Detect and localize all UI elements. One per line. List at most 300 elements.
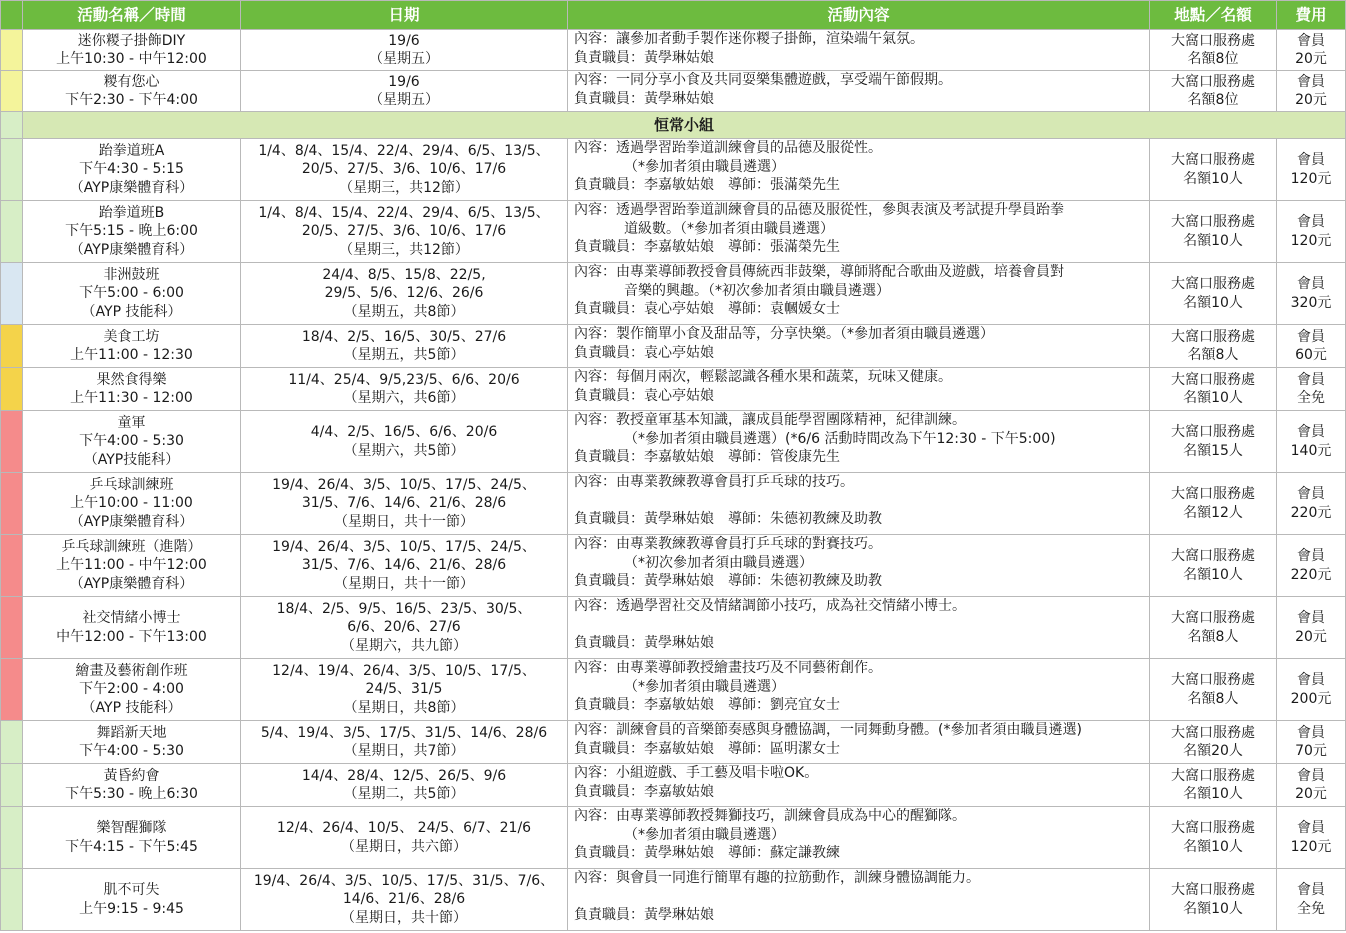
activity-name: 舞蹈新天地: [96, 724, 167, 741]
fee-amount: 20元: [1295, 786, 1327, 802]
date-line: 6/6、20/6、27/6: [347, 619, 461, 636]
activity-name-cell: [23, 869, 241, 931]
date-line: 19/4、26/4、3/5、10/5、17/5、31/5、7/6、: [253, 872, 555, 889]
date-line: （星期日，共六節）: [341, 838, 467, 855]
activity-name-cell: [23, 71, 241, 112]
location-text: 大窩口服務處: [1171, 73, 1255, 90]
date-cell: [241, 325, 568, 368]
quota-text: 名額10人: [1183, 900, 1243, 917]
activity-dept: （AYP技能科）: [83, 451, 180, 468]
quota-text: 名額8人: [1187, 628, 1239, 645]
activity-time: 下午4:30 - 5:15: [79, 161, 184, 178]
date-cell: [241, 71, 568, 112]
activity-time: 下午2:30 - 下午4:00: [65, 92, 198, 108]
staff-text: 負責職員：黃學琳姑娘: [574, 49, 714, 66]
date-line: （星期日，共十一節）: [334, 513, 474, 530]
content-text-cont: 音樂的興趣。（*初次參加者須由職員遴選）: [624, 282, 890, 299]
table-row: [1, 535, 1346, 597]
activity-name: 美食工坊: [103, 328, 160, 345]
date-line: 1/4、8/4、15/4、22/4、29/4、6/5、13/5、: [258, 204, 550, 221]
quota-text: 名額10人: [1183, 786, 1243, 802]
content-cell: [568, 721, 1150, 764]
activity-name-cell: [23, 597, 241, 659]
date-cell: [241, 764, 568, 807]
quota-text: 名額20人: [1183, 743, 1243, 759]
fee-label: 會員: [1297, 152, 1325, 168]
activity-time: 下午5:00 - 6:00: [79, 285, 184, 302]
fee-label: 會員: [1297, 73, 1325, 90]
date-line: 19/4、26/4、3/5、10/5、17/5、24/5、: [272, 538, 536, 555]
content-cell: [568, 71, 1150, 112]
content-text: 內容：訓練會員的音樂節奏感與身體協調，一同舞動身體。(*參加者須由職員遴選): [574, 722, 1082, 738]
category-color-strip: [1, 807, 23, 869]
location-cell: [1150, 535, 1277, 597]
fee-label: 會員: [1297, 767, 1325, 784]
activity-name: 跆拳道班A: [98, 142, 165, 159]
activity-name: 樂智醒獅隊: [96, 820, 167, 836]
table-row: [1, 659, 1346, 721]
fee-cell: [1277, 659, 1346, 721]
table-row: [1, 30, 1346, 71]
location-cell: [1150, 807, 1277, 869]
table-row: [1, 201, 1346, 263]
fee-cell: [1277, 721, 1346, 764]
location-cell: [1150, 869, 1277, 931]
staff-text: 負責職員：黃學琳姑娘: [574, 90, 714, 107]
activity-name: 肌不可失: [103, 882, 160, 898]
content-cell: [568, 368, 1150, 411]
date-line: 20/5、27/5、3/6、10/6、17/6: [301, 161, 507, 178]
fee-label: 會員: [1297, 724, 1325, 741]
date-cell: [241, 411, 568, 473]
quota-text: 名額8位: [1187, 92, 1239, 108]
quota-text: 名額8人: [1187, 347, 1239, 363]
fee-label: 會員: [1297, 820, 1325, 836]
location-text: 大窩口服務處: [1171, 486, 1255, 502]
fee-cell: [1277, 473, 1346, 535]
fee-amount: 全免: [1297, 900, 1325, 917]
table-header-row: [1, 1, 1346, 30]
table-row: [1, 368, 1346, 411]
fee-amount: 120元: [1290, 838, 1332, 855]
table-row: [1, 597, 1346, 659]
fee-cell: [1277, 368, 1346, 411]
date-line: （星期三，共12節）: [339, 179, 469, 196]
category-color-strip: [1, 201, 23, 263]
activity-name-cell: [23, 659, 241, 721]
date-line: 24/4、8/5、15/8、22/5,: [322, 266, 486, 283]
quota-text: 名額10人: [1183, 566, 1243, 583]
content-cell: [568, 473, 1150, 535]
date-cell: [241, 535, 568, 597]
activity-name-cell: [23, 807, 241, 869]
location-text: 大窩口服務處: [1171, 767, 1255, 784]
fee-amount: 20元: [1295, 51, 1327, 67]
activity-name-cell: [23, 325, 241, 368]
fee-label: 會員: [1297, 672, 1325, 688]
date-cell: [241, 807, 568, 869]
activity-name: 繪畫及藝術創作班: [75, 662, 188, 679]
activity-time: 中午12:00 - 下午13:00: [56, 628, 207, 645]
table-row: [1, 721, 1346, 764]
location-text: 大窩口服務處: [1171, 152, 1255, 168]
staff-text: 負責職員：袁心亭姑娘 導師：袁幗媛女士: [574, 301, 840, 317]
activity-name: 非洲鼓班: [103, 266, 160, 283]
content-text: 內容：每個月兩次，輕鬆認識各種水果和蔬菜，玩味又健康。: [574, 369, 952, 385]
quota-text: 名額10人: [1183, 170, 1243, 187]
activity-time: 下午2:00 - 4:00: [79, 681, 184, 698]
section-strip: [1, 112, 23, 139]
location-cell: [1150, 659, 1277, 721]
content-note: （*參加者須由職員遴選）: [624, 678, 785, 695]
activity-time: 下午4:15 - 下午5:45: [65, 838, 198, 855]
activity-time: 下午4:00 - 5:30: [79, 433, 184, 450]
date-line: （星期日，共十一節）: [334, 575, 474, 592]
content-note: （*參加者須由職員遴選）(*6/6 活動時間改為下午12:30 - 下午5:00): [624, 430, 1056, 447]
table-row: [1, 473, 1346, 535]
activity-name: 童軍: [117, 414, 146, 431]
date-line: 5/4、19/4、3/5、17/5、31/5、14/6、28/6: [260, 724, 548, 741]
table-row: [1, 263, 1346, 325]
fee-amount: 220元: [1290, 566, 1332, 583]
fee-amount: 120元: [1290, 170, 1332, 187]
location-text: 大窩口服務處: [1171, 424, 1255, 440]
activity-time: 上午11:00 - 中午12:00: [56, 557, 207, 574]
activity-name: 糉有您心: [103, 73, 160, 90]
content-note: （*參加者須由職員遴選）: [624, 826, 785, 843]
content-text-cont: 道級數。（*參加者須由職員遴選）: [624, 220, 834, 237]
activity-name-cell: [23, 764, 241, 807]
fee-amount: 70元: [1295, 743, 1327, 759]
fee-cell: [1277, 325, 1346, 368]
content-text: 內容：讓參加者動手製作迷你糉子掛飾，渲染端午氣氛。: [574, 31, 924, 47]
location-cell: [1150, 71, 1277, 112]
location-text: 大窩口服務處: [1171, 882, 1255, 898]
activity-name-cell: [23, 30, 241, 71]
category-color-strip: [1, 869, 23, 931]
date-line: 14/6、21/6、28/6: [342, 891, 466, 908]
activity-name-cell: [23, 411, 241, 473]
fee-amount: 20元: [1295, 92, 1327, 108]
fee-amount: 200元: [1290, 690, 1332, 707]
location-cell: [1150, 325, 1277, 368]
staff-text: 負責職員：黃學琳姑娘 導師：朱德初教練及助教: [574, 511, 882, 527]
content-cell: [568, 263, 1150, 325]
activity-name-cell: [23, 263, 241, 325]
category-color-strip: [1, 535, 23, 597]
activity-dept: （AYP康樂體育科）: [69, 513, 194, 530]
content-cell: [568, 411, 1150, 473]
section-row: [1, 112, 1346, 139]
category-color-strip: [1, 139, 23, 201]
content-cell: [568, 325, 1150, 368]
activity-time: 下午5:15 - 晚上6:00: [65, 223, 198, 240]
table-row: [1, 764, 1346, 807]
location-cell: [1150, 411, 1277, 473]
content-cell: [568, 139, 1150, 201]
activity-name-cell: [23, 535, 241, 597]
content-cell: [568, 535, 1150, 597]
header-fee: 費用: [1277, 1, 1346, 30]
activity-name: 乒乓球訓練班: [89, 476, 174, 493]
fee-cell: [1277, 764, 1346, 807]
date-line: 12/4、19/4、26/4、3/5、10/5、17/5、: [272, 662, 536, 679]
activity-name-cell: [23, 139, 241, 201]
staff-text: 負責職員：李嘉敏姑娘 導師：張滿榮先生: [574, 177, 840, 193]
location-text: 大窩口服務處: [1171, 820, 1255, 836]
fee-cell: [1277, 411, 1346, 473]
content-text: 內容：透過學習跆拳道訓練會員的品德及服從性。: [574, 140, 882, 156]
fee-cell: [1277, 263, 1346, 325]
category-color-strip: [1, 325, 23, 368]
fee-amount: 220元: [1290, 504, 1332, 521]
fee-cell: [1277, 71, 1346, 112]
category-color-strip: [1, 411, 23, 473]
date-line: （星期日，共7節）: [343, 743, 465, 759]
content-text: 內容：由專業導師教授會員傳統西非鼓樂，導師將配合歌曲及遊戲，培養會員對: [574, 264, 1064, 280]
content-text: 內容：一同分享小食及共同耍樂集體遊戲，享受端午節假期。: [574, 72, 952, 88]
location-text: 大窩口服務處: [1171, 371, 1255, 388]
date-line: 19/6: [388, 32, 420, 49]
content-text: 內容：由專業導師教授舞獅技巧，訓練會員成為中心的醒獅隊。: [574, 808, 966, 824]
date-line: （星期日，共8節）: [343, 699, 465, 716]
activity-name-cell: [23, 368, 241, 411]
staff-text: 負責職員：黃學琳姑娘 導師：朱德初教練及助教: [574, 573, 882, 589]
fee-label: 會員: [1297, 214, 1325, 230]
category-color-strip: [1, 71, 23, 112]
activity-name-cell: [23, 473, 241, 535]
activity-name: 社交情緒小博士: [82, 610, 181, 626]
location-text: 大窩口服務處: [1171, 276, 1255, 292]
fee-amount: 20元: [1295, 628, 1327, 645]
content-cell: [568, 30, 1150, 71]
activity-dept: （AYP 技能科）: [81, 699, 182, 716]
quota-text: 名額12人: [1183, 504, 1243, 521]
category-color-strip: [1, 659, 23, 721]
location-cell: [1150, 721, 1277, 764]
activity-name: 果然食得樂: [96, 371, 167, 388]
fee-cell: [1277, 597, 1346, 659]
location-cell: [1150, 764, 1277, 807]
staff-text: 負責職員：袁心亭姑娘: [574, 387, 714, 404]
date-cell: [241, 263, 568, 325]
activity-time: 下午5:30 - 晚上6:30: [65, 786, 198, 802]
content-text: 內容：小組遊戲、手工藝及唱卡啦OK。: [574, 765, 819, 781]
activity-name: 跆拳道班B: [98, 204, 165, 221]
content-text: 內容：製作簡單小食及甜品等，分享快樂。（*參加者須由職員遴選）: [574, 326, 994, 342]
date-line: 4/4、2/5、16/5、6/6、20/6: [310, 424, 498, 440]
fee-amount: 60元: [1295, 347, 1327, 363]
activity-dept: （AYP康樂體育科）: [69, 241, 194, 258]
date-line: 18/4、2/5、9/5、16/5、23/5、30/5、: [276, 600, 532, 617]
content-text: 內容：由專業教練教導會員打乒乓球的對賽技巧。: [574, 536, 882, 552]
date-line: （星期五）: [369, 51, 439, 67]
content-cell: [568, 764, 1150, 807]
date-line: （星期六，共6節）: [343, 390, 465, 406]
content-cell: [568, 201, 1150, 263]
staff-text: 負責職員：李嘉敏姑娘 導師：張滿榮先生: [574, 239, 840, 255]
activity-dept: （AYP 技能科）: [81, 303, 182, 320]
activity-name: 迷你糉子掛飾DIY: [77, 32, 186, 49]
content-note: （*參加者須由職員遴選）: [624, 158, 785, 175]
date-line: 31/5、7/6、14/6、21/6、28/6: [301, 557, 507, 574]
date-line: （星期三，共12節）: [339, 241, 469, 258]
header-strip: [1, 1, 23, 30]
quota-text: 名額15人: [1183, 442, 1243, 459]
location-cell: [1150, 30, 1277, 71]
date-cell: [241, 201, 568, 263]
header-name-time: 活動名稱／時間: [23, 1, 241, 30]
quota-text: 名額10人: [1183, 232, 1243, 249]
content-text: 內容：由專業導師教授繪畫技巧及不同藝術創作。: [574, 660, 882, 676]
activity-time: 下午4:00 - 5:30: [79, 743, 184, 759]
content-text: 內容：由專業教練教導會員打乒乓球的技巧。: [574, 474, 854, 490]
table-row: [1, 411, 1346, 473]
section-title: 恒常小組: [23, 112, 1346, 139]
activity-time: 上午10:30 - 中午12:00: [56, 51, 207, 67]
category-color-strip: [1, 764, 23, 807]
date-cell: [241, 659, 568, 721]
table-row: [1, 325, 1346, 368]
location-text: 大窩口服務處: [1171, 724, 1255, 741]
fee-label: 會員: [1297, 32, 1325, 49]
date-line: 12/4、26/4、10/5、 24/5、6/7、21/6: [276, 820, 532, 836]
location-text: 大窩口服務處: [1171, 610, 1255, 626]
staff-text: 負責職員：李嘉敏姑娘 導師：管俊康先生: [574, 449, 840, 465]
location-cell: [1150, 201, 1277, 263]
quota-text: 名額10人: [1183, 838, 1243, 855]
content-text: 內容：透過學習跆拳道訓練會員的品德及服從性，參與表演及考試提升學員跆拳: [574, 202, 1064, 218]
date-line: 24/5、31/5: [365, 681, 443, 698]
content-cell: [568, 597, 1150, 659]
staff-text: 負責職員：李嘉敏姑娘: [574, 783, 714, 800]
activity-dept: （AYP康樂體育科）: [69, 575, 194, 592]
date-line: 31/5、7/6、14/6、21/6、28/6: [301, 495, 507, 512]
fee-label: 會員: [1297, 276, 1325, 292]
category-color-strip: [1, 368, 23, 411]
header-content: 活動內容: [568, 1, 1150, 30]
activity-time: 上午11:00 - 12:30: [70, 347, 193, 363]
category-color-strip: [1, 263, 23, 325]
activity-dept: （AYP康樂體育科）: [69, 179, 194, 196]
date-line: 1/4、8/4、15/4、22/4、29/4、6/5、13/5、: [258, 142, 550, 159]
date-line: （星期六，共九節）: [341, 637, 467, 654]
fee-label: 會員: [1297, 424, 1325, 440]
activity-name: 黃昏約會: [103, 767, 160, 784]
fee-label: 會員: [1297, 882, 1325, 898]
activity-time: 上午11:30 - 12:00: [70, 390, 193, 406]
content-text: 內容：與會員一同進行簡單有趣的拉筋動作，訓練身體協調能力。: [574, 870, 980, 886]
fee-amount: 全免: [1297, 390, 1325, 406]
date-cell: [241, 473, 568, 535]
date-cell: [241, 368, 568, 411]
staff-text: 負責職員：李嘉敏姑娘 導師：劉亮宜女士: [574, 697, 840, 713]
staff-text: 負責職員：李嘉敏姑娘 導師：區明潔女士: [574, 740, 840, 757]
date-line: （星期五，共8節）: [343, 303, 465, 320]
fee-cell: [1277, 201, 1346, 263]
category-color-strip: [1, 597, 23, 659]
date-line: （星期六，共5節）: [343, 442, 465, 459]
fee-label: 會員: [1297, 548, 1325, 564]
quota-text: 名額8人: [1187, 690, 1239, 707]
fee-cell: [1277, 807, 1346, 869]
staff-text: 負責職員：黃學琳姑娘: [574, 635, 714, 651]
activity-time: 上午9:15 - 9:45: [79, 900, 184, 917]
quota-text: 名額10人: [1183, 294, 1243, 311]
fee-cell: [1277, 535, 1346, 597]
staff-text: 負責職員：袁心亭姑娘: [574, 344, 714, 361]
date-line: （星期日，共十節）: [341, 909, 467, 926]
fee-cell: [1277, 139, 1346, 201]
date-line: 11/4、25/4、9/5,23/5、6/6、20/6: [288, 371, 520, 388]
date-line: 18/4、2/5、16/5、30/5、27/6: [301, 328, 507, 345]
content-note: （*初次參加者須由職員遴選）: [624, 554, 813, 571]
date-line: 29/5、5/6、12/6、26/6: [324, 285, 484, 302]
date-line: （星期二，共5節）: [343, 786, 465, 802]
date-line: 19/6: [388, 73, 420, 90]
staff-text: 負責職員：黃學琳姑娘 導師：蘇定謙教練: [574, 845, 840, 861]
content-cell: [568, 869, 1150, 931]
location-cell: [1150, 368, 1277, 411]
location-cell: [1150, 597, 1277, 659]
activity-time: 上午10:00 - 11:00: [70, 495, 193, 512]
date-line: （星期五，共5節）: [343, 347, 465, 363]
activity-name-cell: [23, 721, 241, 764]
fee-label: 會員: [1297, 610, 1325, 626]
fee-label: 會員: [1297, 328, 1325, 345]
content-text: 內容：透過學習社交及情緒調節小技巧，成為社交情緒小博士。: [574, 598, 966, 614]
date-line: 14/4、28/4、12/5、26/5、9/6: [301, 767, 507, 784]
activity-name-cell: [23, 201, 241, 263]
location-cell: [1150, 139, 1277, 201]
fee-amount: 140元: [1290, 442, 1332, 459]
fee-label: 會員: [1297, 486, 1325, 502]
fee-amount: 120元: [1290, 232, 1332, 249]
quota-text: 名額10人: [1183, 390, 1243, 406]
location-text: 大窩口服務處: [1171, 32, 1255, 49]
date-cell: [241, 139, 568, 201]
date-line: （星期五）: [369, 92, 439, 108]
staff-text: 負責職員：黃學琳姑娘: [574, 907, 714, 923]
quota-text: 名額8位: [1187, 51, 1239, 67]
category-color-strip: [1, 473, 23, 535]
date-cell: [241, 869, 568, 931]
table-row: [1, 139, 1346, 201]
content-cell: [568, 807, 1150, 869]
location-cell: [1150, 473, 1277, 535]
category-color-strip: [1, 30, 23, 71]
table-row: [1, 807, 1346, 869]
fee-amount: 320元: [1290, 294, 1332, 311]
content-cell: [568, 659, 1150, 721]
location-text: 大窩口服務處: [1171, 672, 1255, 688]
date-line: 19/4、26/4、3/5、10/5、17/5、24/5、: [272, 476, 536, 493]
activity-name: 乒乓球訓練班（進階）: [61, 538, 202, 555]
fee-cell: [1277, 30, 1346, 71]
date-cell: [241, 597, 568, 659]
location-text: 大窩口服務處: [1171, 328, 1255, 345]
location-text: 大窩口服務處: [1171, 214, 1255, 230]
table-row: [1, 71, 1346, 112]
header-date: 日期: [241, 1, 568, 30]
table-row: [1, 869, 1346, 931]
location-text: 大窩口服務處: [1171, 548, 1255, 564]
date-cell: [241, 721, 568, 764]
location-cell: [1150, 263, 1277, 325]
fee-cell: [1277, 869, 1346, 931]
header-location: 地點／名額: [1150, 1, 1277, 30]
content-text: 內容：教授童軍基本知識，讓成員能學習團隊精神，紀律訓練。: [574, 412, 966, 428]
